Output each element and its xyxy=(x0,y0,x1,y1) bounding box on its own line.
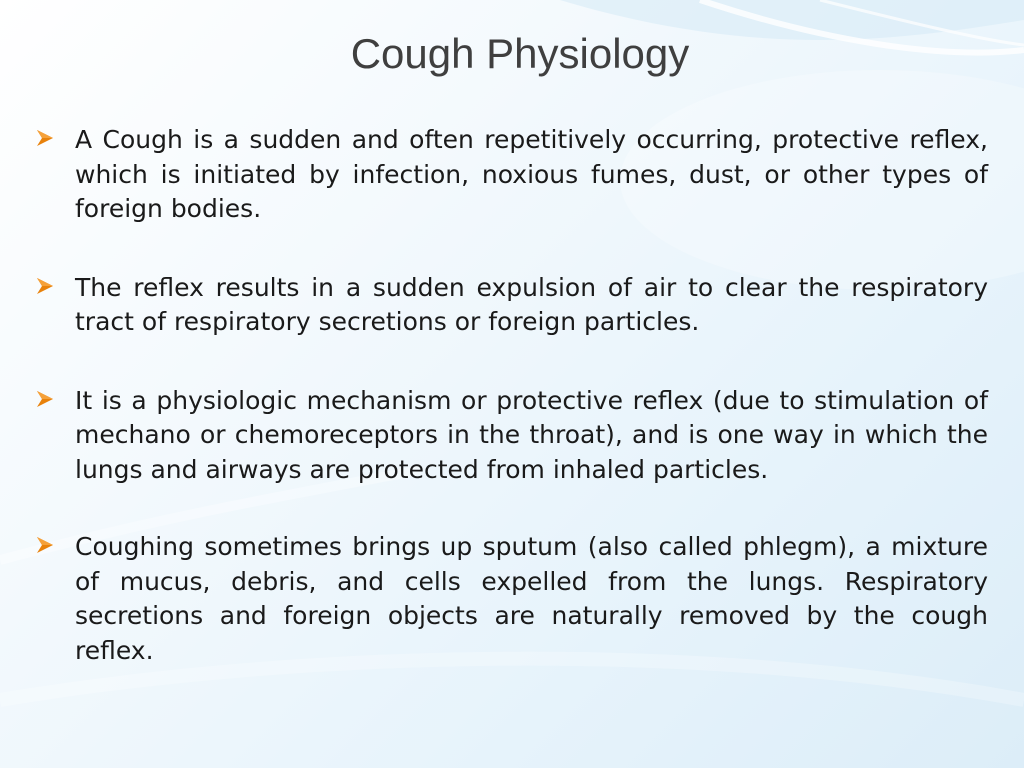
bullet-item xyxy=(36,384,988,488)
orange-arrowhead-icon xyxy=(36,277,54,295)
orange-arrowhead-icon xyxy=(36,129,54,147)
orange-arrowhead-icon xyxy=(36,536,54,554)
bullet-item xyxy=(36,530,988,668)
bullet-text: Coughing sometimes brings up sputum (also called phlegm), a mixture of mucus, debris, and cells expelled from the lungs. Respiratory secretions and foreign objects are naturally removed by the cough reflex. xyxy=(75,532,988,665)
bullet-text: It is a physiologic mechanism or protective reflex (due to stimulation of mechano or chemoreceptors in the throat), and is one way in which the lungs and airways are protected from inhaled particles. xyxy=(75,385,988,484)
slide-title: Cough Physiology xyxy=(350,30,690,77)
bullet-text: The reflex results in a sudden expulsion of air to clear the respiratory tract of respiratory secretions or foreign particles. xyxy=(75,272,988,336)
bullet-item xyxy=(36,123,988,227)
bullet-text: A Cough is a sudden and often repetitively occurring, protective reflex, which is initiated by infection, noxious fumes, dust, or other types of foreign bodies. xyxy=(75,125,988,223)
bullet-item xyxy=(36,271,988,340)
orange-arrowhead-icon xyxy=(36,390,54,408)
bullet-list xyxy=(36,123,988,668)
